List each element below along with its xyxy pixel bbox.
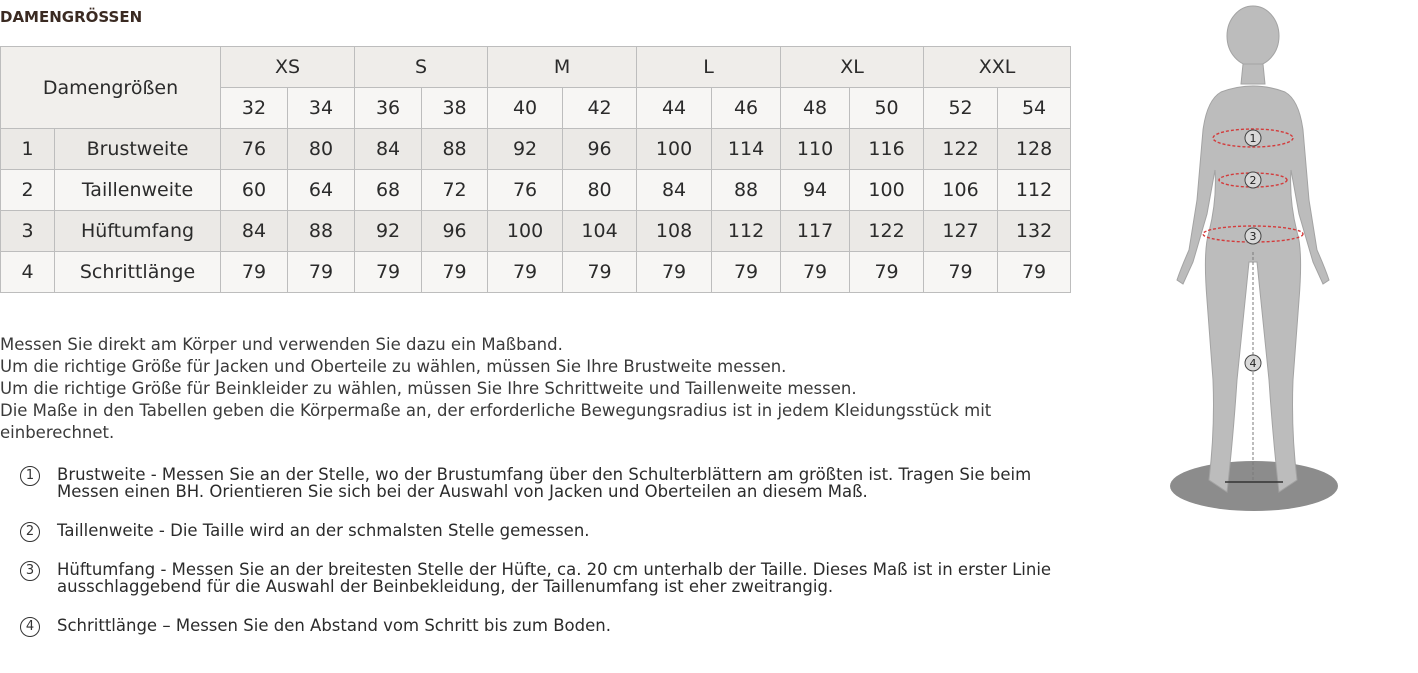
table-cell: 96 (563, 129, 637, 170)
table-row (1, 252, 1071, 293)
table-cell: 108 (637, 211, 712, 252)
legend-item (20, 561, 1060, 595)
table-cell: 79 (781, 252, 850, 293)
size-number: 38 (422, 88, 488, 129)
table-cell: 72 (422, 170, 488, 211)
page-title: DAMENGRÖSSEN (0, 8, 143, 26)
size-number: 42 (563, 88, 637, 129)
table-cell: 79 (355, 252, 422, 293)
table-cell: 100 (850, 170, 924, 211)
table-cell: 79 (488, 252, 563, 293)
table-cell: 122 (850, 211, 924, 252)
table-cell: 92 (488, 129, 563, 170)
table-cell: 92 (355, 211, 422, 252)
body-figure-svg (1165, 0, 1345, 520)
table-row (1, 129, 1071, 170)
size-number: 54 (998, 88, 1071, 129)
table-row (1, 170, 1071, 211)
table-cell: 79 (637, 252, 712, 293)
table-cell: 132 (998, 211, 1071, 252)
instruction-line: Um die richtige Größe für Beinkleider zu wählen, müssen Sie Ihre Schrittweite und Taillenweite messen. (0, 379, 857, 398)
row-number: 4 (1, 252, 55, 293)
table-cell: 76 (488, 170, 563, 211)
row-measure-name: Schrittlänge (55, 252, 221, 293)
legend-text: Taillenweite - Die Taille wird an der schmalsten Stelle gemessen. (57, 521, 590, 540)
row-number: 2 (1, 170, 55, 211)
marker-3-icon (1245, 228, 1261, 244)
table-cell: 79 (712, 252, 781, 293)
size-table (0, 46, 1071, 293)
row-number: 1 (1, 129, 55, 170)
size-number: 34 (288, 88, 355, 129)
size-group-label: XS (221, 47, 355, 88)
legend-text: Hüftumfang - Messen Sie an der breitesten Stelle der Hüfte, ca. 20 cm unterhalb der Taille. Dieses Maß ist in erster Linie ausschlaggebend für die Auswahl der Beinbekleidung, der Taillenumfang ist eher zweitrangig. (57, 560, 1052, 596)
svg-text:1: 1 (1249, 132, 1257, 145)
table-cell: 80 (563, 170, 637, 211)
row-measure-name: Hüftumfang (55, 211, 221, 252)
table-cell: 79 (422, 252, 488, 293)
table-cell: 114 (712, 129, 781, 170)
row-measure-name: Brustweite (55, 129, 221, 170)
svg-text:4: 4 (1249, 357, 1257, 370)
marker-1-icon (1245, 130, 1261, 146)
size-group-label: XXL (924, 47, 1071, 88)
table-cell: 104 (563, 211, 637, 252)
table-cell: 79 (924, 252, 998, 293)
legend-item (20, 466, 1060, 500)
table-cell: 112 (712, 211, 781, 252)
table-cell: 127 (924, 211, 998, 252)
circled-number-icon: 2 (20, 522, 40, 542)
table-cell: 116 (850, 129, 924, 170)
table-cell: 88 (422, 129, 488, 170)
table-cell: 60 (221, 170, 288, 211)
size-group-label: S (355, 47, 488, 88)
legend-text: Schrittlänge – Messen Sie den Abstand vom Schritt bis zum Boden. (57, 616, 611, 635)
table-cell: 110 (781, 129, 850, 170)
table-cell: 128 (998, 129, 1071, 170)
size-number: 50 (850, 88, 924, 129)
row-measure-name: Taillenweite (55, 170, 221, 211)
table-cell: 68 (355, 170, 422, 211)
row-number: 3 (1, 211, 55, 252)
svg-text:2: 2 (1249, 174, 1257, 187)
table-cell: 76 (221, 129, 288, 170)
instructions (0, 334, 1060, 444)
legend-text: Brustweite - Messen Sie an der Stelle, wo der Brustumfang über den Schulterblättern am größten ist. Tragen Sie beim Messen einen BH. Orientieren Sie sich bei der Auswahl von Jacken und Oberteilen an diesem Maß. (57, 465, 1032, 501)
size-number: 48 (781, 88, 850, 129)
table-corner-label: Damengrößen (1, 47, 221, 129)
legend-item (20, 522, 1060, 539)
table-cell: 106 (924, 170, 998, 211)
table-cell: 112 (998, 170, 1071, 211)
circled-number-icon: 1 (20, 466, 40, 486)
table-cell: 79 (563, 252, 637, 293)
legend-item (20, 617, 1060, 634)
table-cell: 79 (850, 252, 924, 293)
circled-number-icon: 3 (20, 561, 40, 581)
table-cell: 88 (712, 170, 781, 211)
instruction-line: Um die richtige Größe für Jacken und Oberteile zu wählen, müssen Sie Ihre Brustweite messen. (0, 357, 787, 376)
body-figure (1165, 0, 1345, 520)
size-group-label: M (488, 47, 637, 88)
size-number: 36 (355, 88, 422, 129)
table-cell: 64 (288, 170, 355, 211)
table-row (1, 211, 1071, 252)
table-cell: 88 (288, 211, 355, 252)
size-header-row (1, 47, 1071, 88)
size-number: 52 (924, 88, 998, 129)
table-cell: 84 (637, 170, 712, 211)
svg-text:3: 3 (1249, 230, 1257, 243)
instruction-line: Messen Sie direkt am Körper und verwenden Sie dazu ein Maßband. (0, 335, 563, 354)
table-cell: 100 (488, 211, 563, 252)
table-cell: 122 (924, 129, 998, 170)
size-group-label: XL (781, 47, 924, 88)
table-cell: 100 (637, 129, 712, 170)
size-number: 46 (712, 88, 781, 129)
marker-4-icon (1245, 355, 1261, 371)
table-cell: 84 (221, 211, 288, 252)
table-cell: 79 (221, 252, 288, 293)
size-group-label: L (637, 47, 781, 88)
instruction-line: Die Maße in den Tabellen geben die Körpermaße an, der erforderliche Bewegungsradius ist in jedem Kleidungsstück mit einberechnet. (0, 401, 992, 442)
measurement-legend (20, 466, 1060, 656)
circled-number-icon: 4 (20, 617, 40, 637)
size-number: 44 (637, 88, 712, 129)
table-cell: 94 (781, 170, 850, 211)
table-cell: 79 (288, 252, 355, 293)
size-number: 40 (488, 88, 563, 129)
size-number: 32 (221, 88, 288, 129)
table-cell: 84 (355, 129, 422, 170)
table-cell: 96 (422, 211, 488, 252)
table-cell: 117 (781, 211, 850, 252)
table-cell: 80 (288, 129, 355, 170)
table-cell: 79 (998, 252, 1071, 293)
figure-base (1170, 461, 1338, 511)
marker-2-icon (1245, 172, 1261, 188)
